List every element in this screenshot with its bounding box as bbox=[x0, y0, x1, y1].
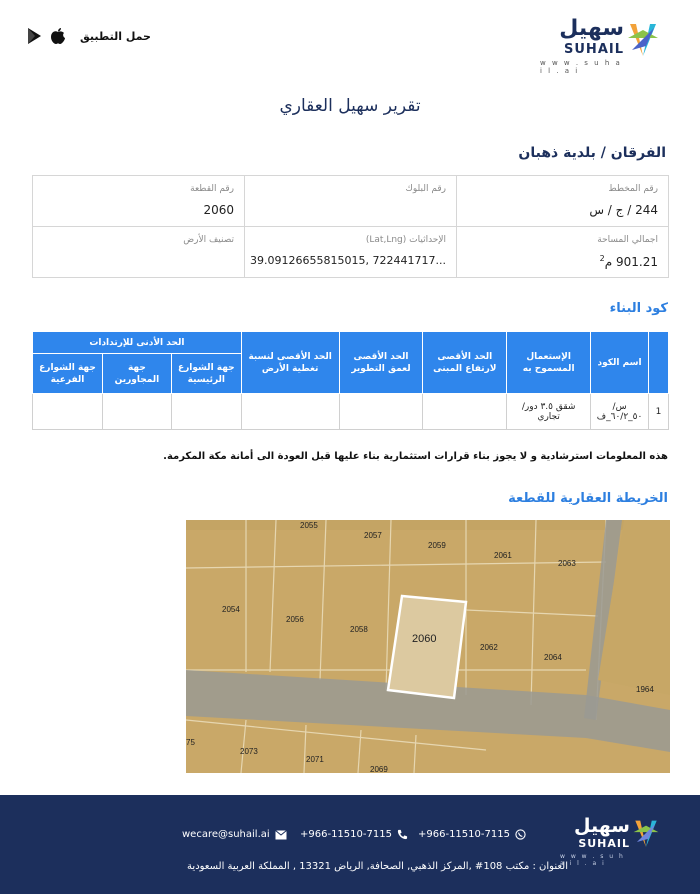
plot-number-label: رقم القطعة bbox=[190, 184, 234, 194]
row-allowed-use: شقق ٣.٥ دور/ تجاري bbox=[507, 394, 591, 430]
phone-number[interactable]: +966-11510-7115 bbox=[300, 829, 392, 840]
plot-number-cell bbox=[32, 176, 244, 227]
selected-plot-2060[interactable] bbox=[388, 596, 466, 698]
plot-info-grid bbox=[32, 175, 669, 278]
footer-brand-ar: سهيل bbox=[574, 815, 630, 837]
selected-plot-label: 2060 bbox=[412, 633, 437, 645]
row-main-streets bbox=[171, 394, 241, 430]
brand-name-ar: سهيل bbox=[559, 16, 624, 41]
plan-number-cell bbox=[456, 176, 668, 227]
disclaimer-note: هذه المعلومات استرشادية و لا يجوز بناء قرارات استثمارية بناء عليها قبل العودة الى أمانة مكة المكرمة. bbox=[163, 451, 668, 462]
row-side-streets bbox=[33, 394, 103, 430]
plot-label: 2063 bbox=[558, 559, 576, 568]
land-class-label: تصنيف الأرض bbox=[183, 235, 234, 245]
row-code-name: س/٥٠_٦٠/٢_ف bbox=[591, 394, 649, 430]
coordinates-value[interactable]: 39.09126655815015, 722441717... bbox=[250, 254, 446, 267]
plot-label: 2054 bbox=[222, 605, 240, 614]
brand-name-en: SUHAIL bbox=[564, 42, 624, 57]
app-download-links bbox=[26, 27, 151, 45]
apple-icon[interactable] bbox=[50, 27, 66, 45]
brand-url: w w w . s u h a i l . a i bbox=[540, 59, 622, 75]
email-contact[interactable] bbox=[182, 829, 287, 840]
footer-brand-en: SUHAIL bbox=[578, 837, 630, 850]
suhail-star-icon bbox=[626, 16, 660, 62]
plot-label: 2064 bbox=[544, 653, 562, 662]
footer-brand-url: w w w . s u h a i l . a i bbox=[560, 853, 625, 867]
plan-number-value: 244 / ج / س bbox=[589, 203, 658, 217]
col-max-height-header: الحد الأقصى لارتفاع المبنى bbox=[423, 332, 507, 394]
report-title: تقرير سهيل العقاري bbox=[279, 96, 421, 116]
total-area-value bbox=[600, 254, 658, 269]
row-max-coverage bbox=[241, 394, 339, 430]
block-number-label: رقم البلوك bbox=[405, 184, 446, 194]
phone-contact[interactable] bbox=[300, 829, 408, 840]
footer bbox=[0, 795, 700, 894]
phone-icon bbox=[397, 829, 408, 840]
land-class-cell bbox=[32, 227, 244, 278]
header bbox=[0, 0, 700, 78]
table-row bbox=[33, 394, 669, 430]
total-area-number: 901.21 م bbox=[604, 255, 658, 269]
row-index: 1 bbox=[649, 394, 669, 430]
plot-label: 1964 bbox=[636, 685, 654, 694]
total-area-label: اجمالي المساحة bbox=[597, 235, 658, 245]
email-icon bbox=[275, 830, 287, 840]
plot-number-value: 2060 bbox=[203, 203, 234, 217]
plot-label: 2073 bbox=[240, 747, 258, 756]
col-max-coverage-header: الحد الأقصى لنسبة تغطية الأرض bbox=[241, 332, 339, 394]
google-play-icon[interactable] bbox=[26, 27, 42, 45]
map-land-top bbox=[186, 520, 670, 530]
row-max-height bbox=[423, 394, 507, 430]
coordinates-label: الإحداثيات (Lat,Lng) bbox=[365, 235, 446, 245]
plot-label: 2058 bbox=[350, 625, 368, 634]
col-code-name-header: اسم الكود bbox=[591, 332, 649, 394]
suhail-star-icon bbox=[632, 813, 660, 853]
download-app-label[interactable]: حمل التطبيق bbox=[80, 29, 151, 43]
plot-label: 2059 bbox=[428, 541, 446, 550]
whatsapp-contact[interactable] bbox=[418, 829, 526, 840]
col-index-header bbox=[649, 332, 669, 394]
plot-label: 2055 bbox=[300, 521, 318, 530]
total-area-cell bbox=[456, 227, 668, 278]
col-main-streets-header: جهة الشوارع الرئيسية bbox=[171, 354, 241, 394]
office-address: العنوان : مكتب 108# ,المركز الذهبي, الصحافة, الرياض 13321 , المملكة العربية السعودية bbox=[187, 861, 568, 872]
whatsapp-icon bbox=[515, 829, 526, 840]
plot-label: 75 bbox=[186, 738, 195, 747]
col-allowed-use-header: الإستعمال المسموح به bbox=[507, 332, 591, 394]
col-neighbors-header: جهة المجاورين bbox=[102, 354, 171, 394]
coordinates-cell bbox=[244, 227, 456, 278]
plot-label: 2071 bbox=[306, 755, 324, 764]
plot-label: 2057 bbox=[364, 531, 382, 540]
plot-label: 2056 bbox=[286, 615, 304, 624]
location-title: الفرقان / بلدية ذهبان bbox=[518, 145, 666, 161]
row-neighbors bbox=[102, 394, 171, 430]
map-section-title: الخريطة العقارية للقطعة bbox=[508, 491, 668, 506]
col-max-depth-header: الحد الأقصى لعمق التطوير bbox=[339, 332, 423, 394]
row-max-depth bbox=[339, 394, 423, 430]
plot-label: 2061 bbox=[494, 551, 512, 560]
suhail-logo[interactable] bbox=[540, 12, 660, 75]
building-code-table bbox=[32, 331, 669, 430]
whatsapp-number[interactable]: +966-11510-7115 bbox=[418, 829, 510, 840]
email-address[interactable]: wecare@suhail.ai bbox=[182, 829, 270, 840]
plot-map-canvas[interactable] bbox=[186, 520, 670, 773]
col-setbacks-header: الحد الأدنى للإرتدادات bbox=[33, 332, 242, 354]
block-number-cell bbox=[244, 176, 456, 227]
col-side-streets-header: جهة الشوارع الفرعية bbox=[33, 354, 103, 394]
plan-number-label: رقم المخطط bbox=[608, 184, 658, 194]
area-unit-superscript: 2 bbox=[599, 254, 605, 263]
plot-label: 2069 bbox=[370, 765, 388, 773]
plot-map[interactable] bbox=[186, 520, 670, 773]
plot-label: 2062 bbox=[480, 643, 498, 652]
building-code-title: كود البناء bbox=[609, 301, 668, 316]
footer-logo[interactable] bbox=[560, 813, 660, 865]
